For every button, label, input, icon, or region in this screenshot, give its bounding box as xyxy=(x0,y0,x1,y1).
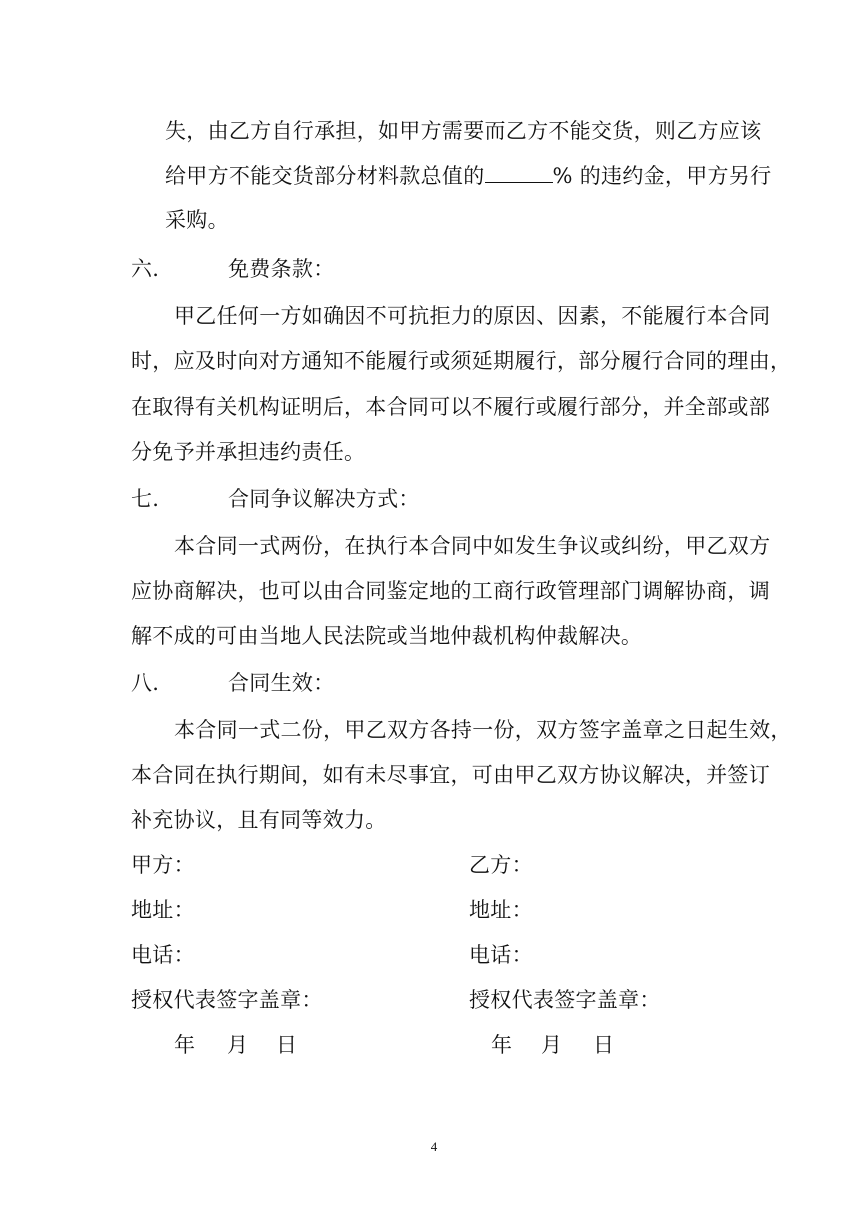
paragraph-line: 在取得有关机构证明后，本合同可以不履行或履行部分，并全部或部 xyxy=(131,395,770,419)
party-b-day: 日 xyxy=(593,1033,615,1057)
text-fragment: % 的违约金，甲方另行 xyxy=(552,164,772,188)
paragraph-line: 本合同一式两份，在执行本合同中如发生争议或纠纷，甲乙双方 xyxy=(174,534,771,558)
paragraph-line: 甲乙任何一方如确因不可抗拒力的原因、因素，不能履行本合同 xyxy=(174,304,771,328)
section-title: 免费条款： xyxy=(228,257,335,281)
paragraph-line: 补充协议，且有同等效力。 xyxy=(131,808,387,832)
section-title: 合同生效： xyxy=(228,671,335,695)
penalty-percent-blank xyxy=(485,164,553,183)
party-b-year: 年 xyxy=(491,1033,513,1057)
party-a-address-label: 地址： xyxy=(131,898,195,922)
paragraph-line: 采购。 xyxy=(165,208,229,232)
paragraph-line: 失，由乙方自行承担，如甲方需要而乙方不能交货，则乙方应该 xyxy=(165,119,762,143)
paragraph-line: 本合同一式二份，甲乙双方各持一份，双方签字盖章之日起生效， xyxy=(174,718,792,742)
party-a-phone-label: 电话： xyxy=(131,943,195,967)
party-b-address-label: 地址： xyxy=(469,898,533,922)
section-title: 合同争议解决方式： xyxy=(228,487,420,511)
section-number: 七. xyxy=(131,487,160,511)
party-b-sign-label: 授权代表签字盖章： xyxy=(469,988,661,1012)
paragraph-line: 解不成的可由当地人民法院或当地仲裁机构仲裁解决。 xyxy=(131,624,643,648)
party-a-month: 月 xyxy=(227,1033,249,1057)
paragraph-line: 本合同在执行期间，如有未尽事宜，可由甲乙双方协议解决，并签订 xyxy=(131,763,770,787)
text-fragment: 给甲方不能交货部分材料款总值的 xyxy=(165,164,485,188)
party-b-phone-label: 电话： xyxy=(469,943,533,967)
page-number: 4 xyxy=(430,1139,438,1154)
party-a-sign-label: 授权代表签字盖章： xyxy=(131,988,323,1012)
party-a-label: 甲方： xyxy=(131,853,195,877)
party-b-label: 乙方： xyxy=(469,853,533,877)
paragraph-line: 时，应及时向对方通知不能履行或须延期履行，部分履行合同的理由， xyxy=(131,349,792,373)
party-a-year: 年 xyxy=(174,1033,196,1057)
section-number: 八. xyxy=(131,671,160,695)
party-b-month: 月 xyxy=(541,1033,563,1057)
paragraph-line xyxy=(165,162,771,190)
paragraph-line: 应协商解决，也可以由合同鉴定地的工商行政管理部门调解协商，调 xyxy=(131,579,770,603)
party-a-day: 日 xyxy=(276,1033,298,1057)
section-number: 六. xyxy=(131,257,160,281)
paragraph-line: 分免予并承担违约责任。 xyxy=(131,440,366,464)
